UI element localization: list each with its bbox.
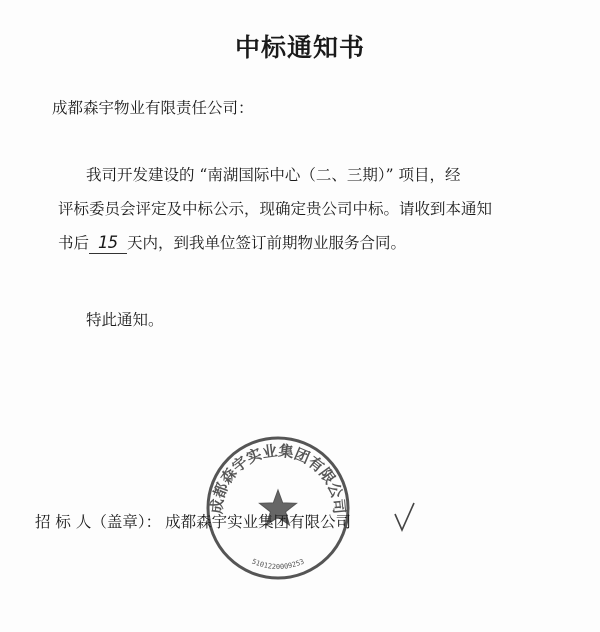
body-line-2: 评标委员会评定及中标公示，现确定贵公司中标。请收到本通知	[58, 200, 493, 218]
body-line-3: 书后 15 天内，到我单位签订前期物业服务合同。	[58, 233, 407, 253]
signature-company: 成都森宇实业集团有限公司	[165, 513, 352, 531]
document-title: 中标通知书	[234, 33, 365, 62]
body-paragraph	[58, 158, 528, 260]
svg-text:5101220009253	[251, 558, 306, 571]
seal-text: 成都森宇实业集团有限公司	[207, 441, 349, 515]
closing-notice: 特此通知。	[86, 311, 164, 329]
signature-label: 招 标 人（盖章）：	[35, 513, 162, 531]
addressee: 成都森宇物业有限责任公司：	[52, 99, 254, 117]
body-line-1: 我司开发建设的 “南湖国际中心（二、三期）” 项目，经	[86, 166, 461, 184]
company-seal	[202, 432, 354, 584]
signature-line	[35, 510, 351, 532]
checkmark-icon	[392, 500, 416, 536]
seal-number: 5101220009253	[250, 557, 306, 572]
handwritten-days: 15	[89, 233, 127, 254]
